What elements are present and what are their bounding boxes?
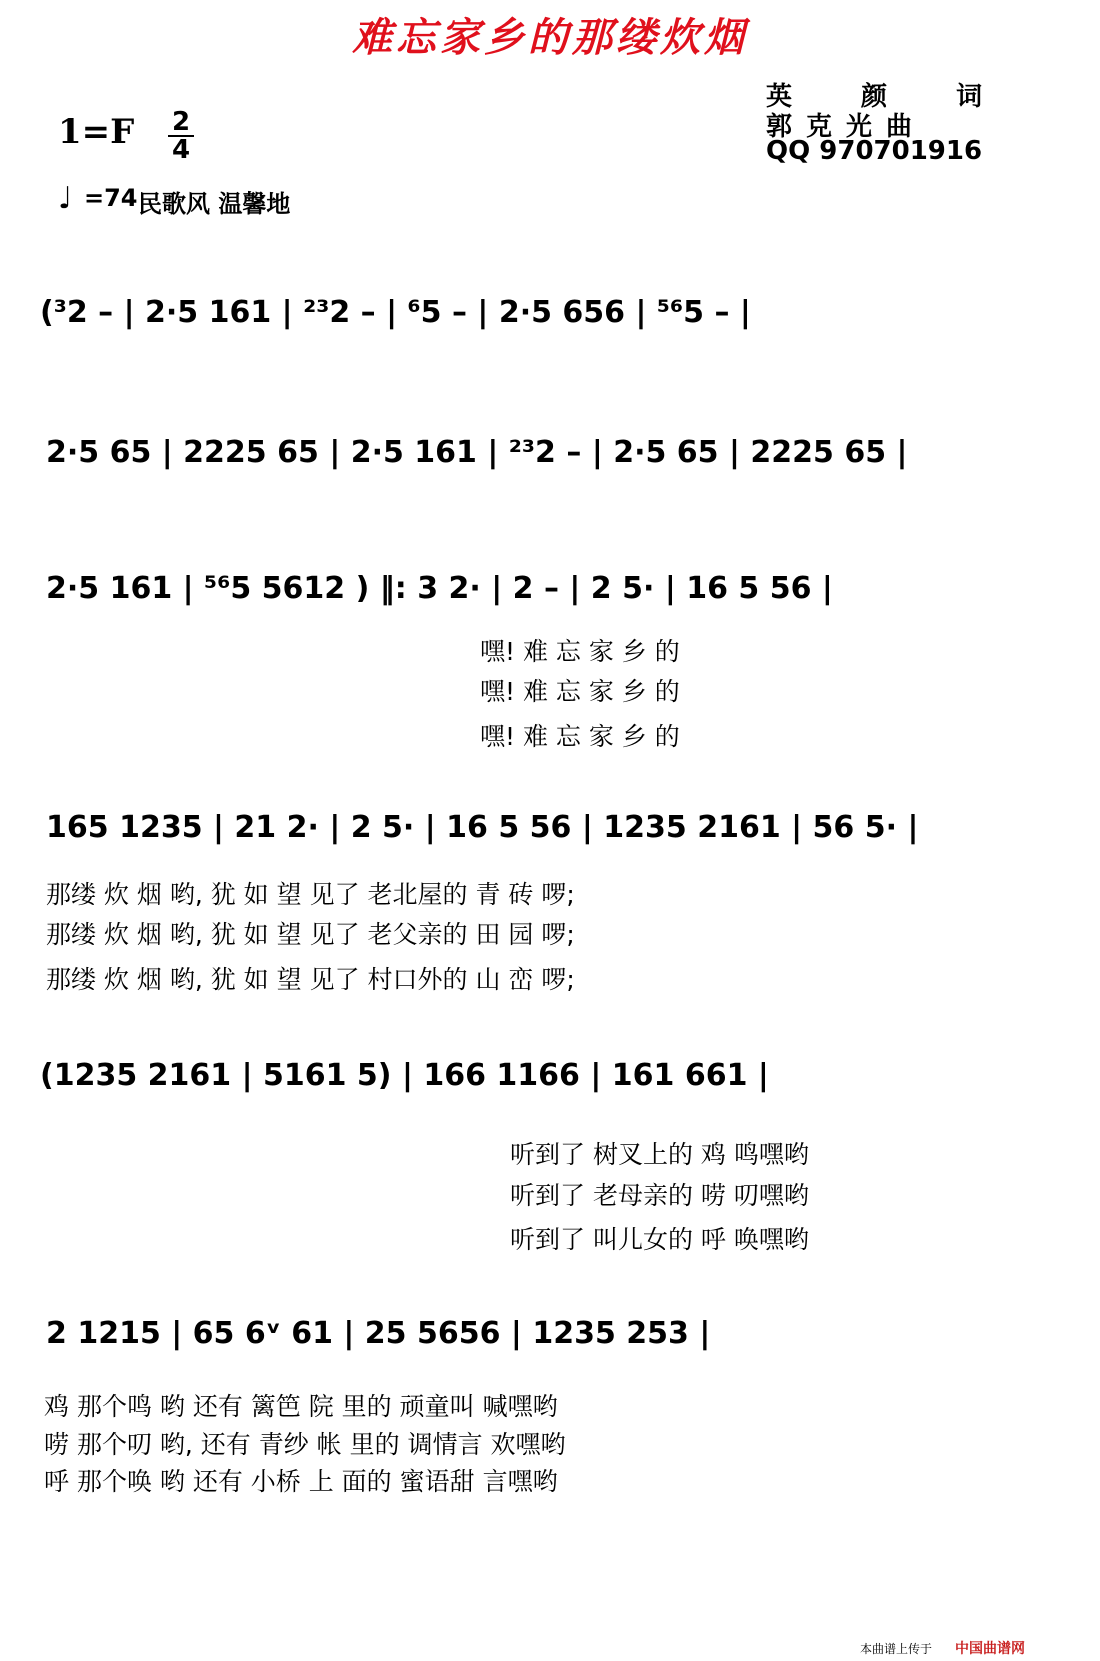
score-row-6-notes: 2 1215 | 65 6ᵛ 61 | 25 5656 | 1235 253 |	[46, 1316, 711, 1351]
score-row-5-notes: (1235 2161 | 5161 5) | 166 1166 | 161 661 |	[40, 1058, 769, 1093]
contact-credit: QQ 970701916	[766, 136, 983, 166]
score-row-3-lyric-3: 嘿! 难 忘 家 乡 的	[480, 722, 680, 751]
score-row-2-notes: 2·5 65 | 2225 65 | 2·5 161 | ²³2 – | 2·5 65 | 2225 65 |	[46, 435, 908, 470]
score-row-5-lyric-1: 听到了 树叉上的 鸡 鸣嘿哟	[510, 1140, 809, 1169]
score-row-4-lyric-1: 那缕 炊 烟 哟, 犹 如 望 见了 老北屋的 青 砖 啰;	[46, 880, 575, 909]
score-row-6-lyric-2: 唠 那个叨 哟, 还有 青纱 帐 里的 调情言 欢嘿哟	[44, 1430, 566, 1459]
score-row-3-notes: 2·5 161 | ⁵⁶5 5612 ) ‖: 3 2· | 2 – | 2 5· | 16 5 56 |	[46, 571, 833, 606]
score-row-5-lyric-3: 听到了 叫儿女的 呼 唤嘿哟	[510, 1225, 809, 1254]
tempo-marking: =74	[84, 184, 138, 212]
style-marking: 民歌风 温馨地	[138, 190, 291, 218]
time-signature-bottom: 4	[171, 135, 191, 165]
composer-credit: 郭克光曲	[766, 112, 927, 142]
score-row-4-lyric-3: 那缕 炊 烟 哟, 犹 如 望 见了 村口外的 山 峦 啰;	[46, 965, 575, 994]
score-row-4-notes: 165 1235 | 21 2· | 2 5· | 16 5 56 | 1235 2161 | 56 5· |	[46, 810, 919, 845]
upload-note: 本曲谱上传于	[860, 1642, 933, 1656]
time-signature	[168, 107, 194, 165]
quarter-note-icon: ♩	[58, 181, 73, 216]
score-row-1-notes: (³2 – | 2·5 161 | ²³2 – | ⁶5 – | 2·5 656 | ⁵⁶5 – |	[40, 295, 751, 330]
lyricist-credit: 英 颜 词	[766, 82, 1013, 112]
score-row-3-lyric-2: 嘿! 难 忘 家 乡 的	[480, 677, 680, 706]
score-title: 难忘家乡的那缕炊烟	[352, 14, 748, 61]
time-signature-top: 2	[171, 107, 191, 137]
score-row-4-lyric-2: 那缕 炊 烟 哟, 犹 如 望 见了 老父亲的 田 园 啰;	[46, 920, 575, 949]
key-signature: 1=F	[58, 112, 135, 152]
site-logo: 中国曲谱网	[955, 1641, 1025, 1657]
score-row-6-lyric-1: 鸡 那个鸣 哟 还有 篱笆 院 里的 顽童叫 喊嘿哟	[44, 1392, 558, 1421]
score-row-5-lyric-2: 听到了 老母亲的 唠 叨嘿哟	[510, 1181, 809, 1210]
score-row-6-lyric-3: 呼 那个唤 哟 还有 小桥 上 面的 蜜语甜 言嘿哟	[44, 1467, 558, 1496]
score-row-3-lyric-1: 嘿! 难 忘 家 乡 的	[480, 637, 680, 666]
